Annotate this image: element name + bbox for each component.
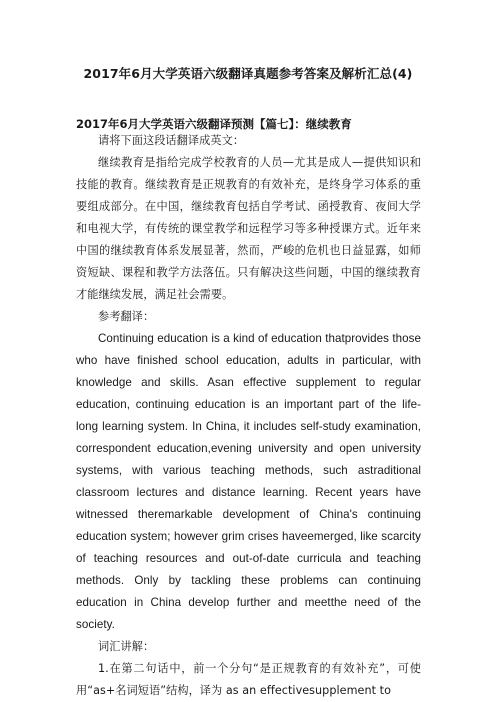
document-body <box>76 130 421 702</box>
instruction-text: 请将下面这段话翻译成英文： <box>98 134 245 147</box>
vocab-item: 1.在第二句话中，前一个分句“是正规教育的有效补充”，可使用“as+名词短语”结构，译为 as an effectivesupplement to <box>76 662 421 697</box>
source-paragraph: 继续教育是指给完成学校教育的人员—尤其是成人—提供知识和技能的教育。继续教育是正规教育的有效补充，是终身学习体系的重要组成部分。在中国，继续教育包括自学考试、函授教育、夜间大学和电视大学，有传统的课堂教学和远程学习等多种授课方式。近年来中国的继续教育体系发展显著，然而，严峻的危机也日益显露，如师资短缺、课程和教学方法落伍。只有解决这些问题，中国的继续教育才能继续发展，满足社会需要。 <box>76 156 421 301</box>
translation-paragraph: Continuing education is a kind of education thatprovides those who have finished school education, adults in particular, with knowledge and skills. Asan effective supplement to regular education, continuing education is an important part of the life-long learning system. In China, it includes self-study examination, correspondent education,evening university and open university systems, with various teaching methods, such astraditional classroom lectures and distance learning. Recent years have witnessed theremarkable development of China's continuing education system; however grim crises haveemerged, like scarcity of teaching resources and out-of-date curricula and teaching methods. Only by tackling these problems can continuing education in China develop further and meetthe need of the society. <box>76 332 421 631</box>
reference-label: 参考翻译： <box>98 310 155 323</box>
vocab-label: 词汇讲解： <box>98 640 155 653</box>
document-title: 2017年6月大学英语六级翻译真题参考答案及解析汇总(4) <box>83 66 413 81</box>
section-title: 2017年6月大学英语六级翻译预测【篇七】：继续教育 <box>76 117 352 131</box>
